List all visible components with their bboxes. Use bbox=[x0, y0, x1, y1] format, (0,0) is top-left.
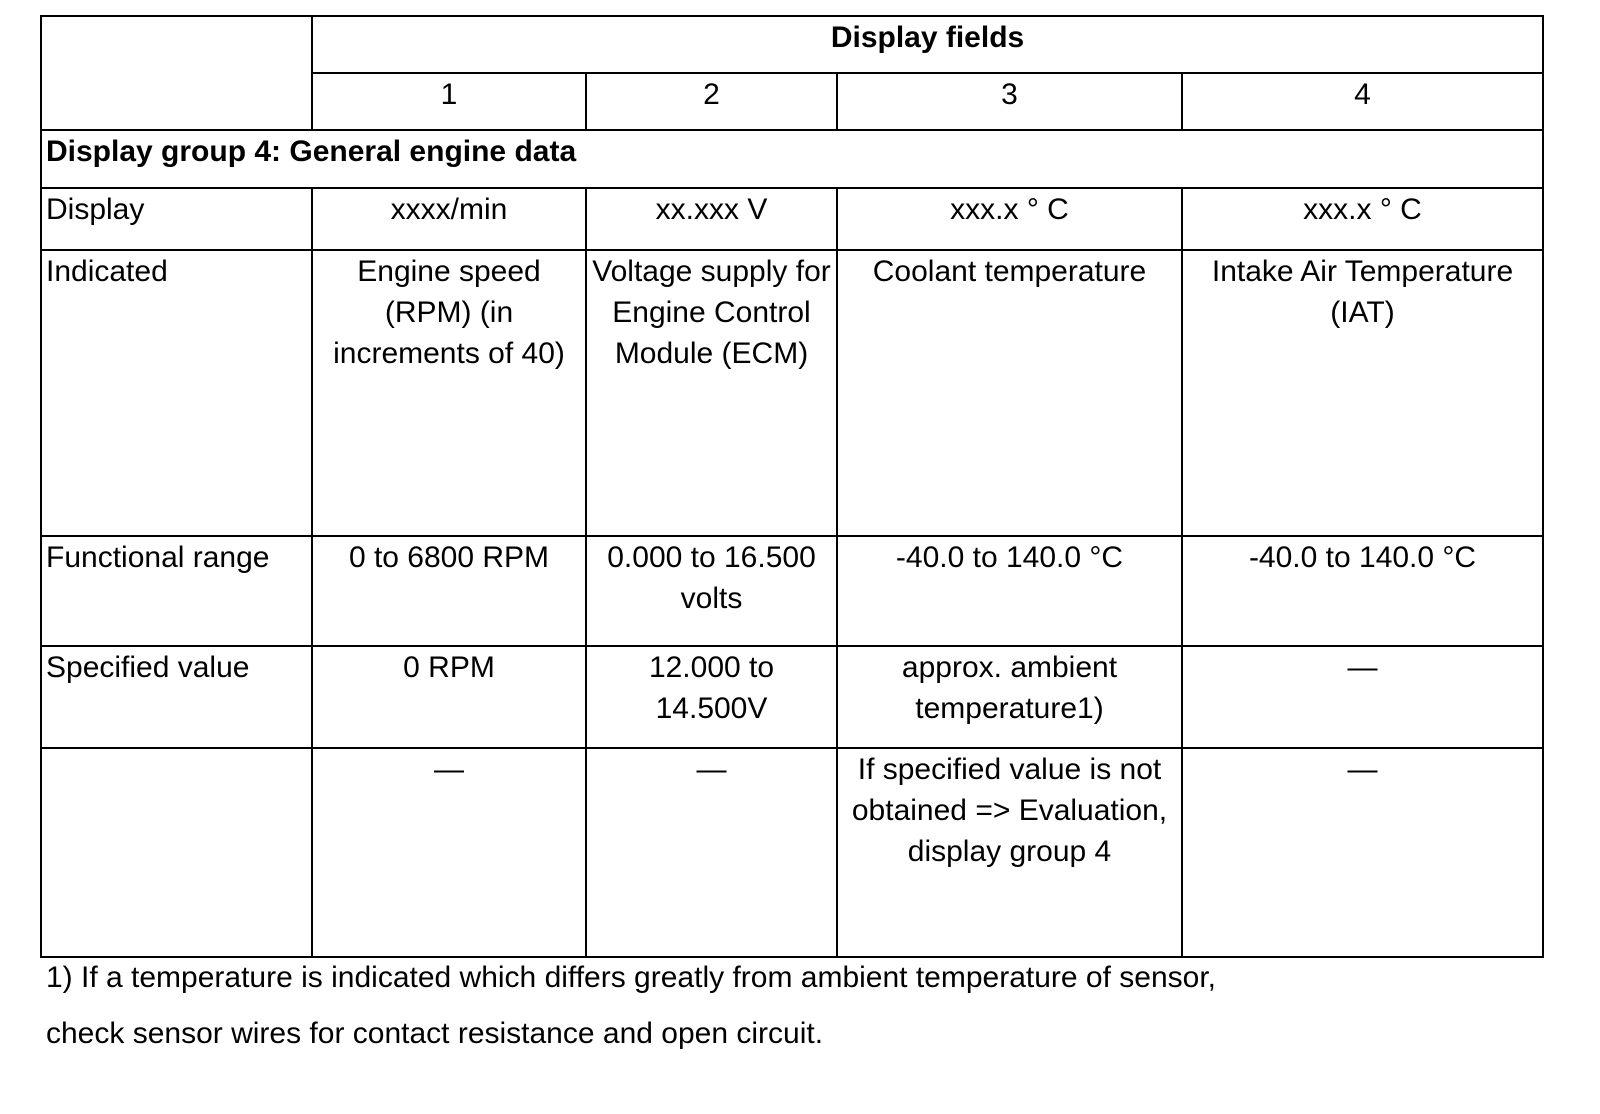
group-title-row bbox=[41, 130, 1543, 188]
header-row bbox=[41, 16, 1543, 73]
cell-indicated-4: Intake Air Temperature (IAT) bbox=[1182, 250, 1543, 536]
cell-display-3: xxx.x ° C bbox=[837, 188, 1182, 250]
cell-remarks-1: — bbox=[312, 748, 586, 957]
cell-specified-value-1: 0 RPM bbox=[312, 646, 586, 748]
display-group-title: Display group 4: General engine data bbox=[41, 130, 1543, 188]
table-row-functional-range bbox=[41, 536, 1543, 646]
cell-indicated-2: Voltage supply for Engine Control Module (ECM) bbox=[586, 250, 837, 536]
cell-remarks-2: — bbox=[586, 748, 837, 957]
footnote-line-1: 1) If a temperature is indicated which differs greatly from ambient temperature of sensor, bbox=[46, 961, 1216, 994]
cell-functional-range-1: 0 to 6800 RPM bbox=[312, 536, 586, 646]
cell-functional-range-2: 0.000 to 16.500 volts bbox=[586, 536, 837, 646]
cell-display-4: xxx.x ° C bbox=[1182, 188, 1543, 250]
display-fields-header: Display fields bbox=[312, 16, 1543, 73]
row-label-specified-value: Specified value bbox=[41, 646, 312, 748]
cell-functional-range-4: -40.0 to 140.0 °C bbox=[1182, 536, 1543, 646]
table-row-specified-value bbox=[41, 646, 1543, 748]
cell-specified-value-2: 12.000 to 14.500V bbox=[586, 646, 837, 748]
cell-specified-value-4: — bbox=[1182, 646, 1543, 748]
row-label-indicated: Indicated bbox=[41, 250, 312, 536]
field-number-3: 3 bbox=[837, 73, 1182, 130]
cell-remarks-3: If specified value is not obtained => Evaluation, display group 4 bbox=[837, 748, 1182, 957]
row-label-display: Display bbox=[41, 188, 312, 250]
cell-remarks-4: — bbox=[1182, 748, 1543, 957]
footnote-line-2: check sensor wires for contact resistance and open circuit. bbox=[46, 1017, 824, 1050]
row-label-functional-range: Functional range bbox=[41, 536, 312, 646]
cell-display-2: xx.xxx V bbox=[586, 188, 837, 250]
header-corner-cell bbox=[41, 16, 312, 130]
cell-indicated-3: Coolant temperature bbox=[837, 250, 1182, 536]
cell-specified-value-3: approx. ambient temperature1) bbox=[837, 646, 1182, 748]
cell-display-1: xxxx/min bbox=[312, 188, 586, 250]
table-row-display bbox=[41, 188, 1543, 250]
field-number-4: 4 bbox=[1182, 73, 1543, 130]
table-row-remarks bbox=[41, 748, 1543, 957]
cell-functional-range-3: -40.0 to 140.0 °C bbox=[837, 536, 1182, 646]
display-group-table bbox=[40, 15, 1544, 958]
row-label-remarks bbox=[41, 748, 312, 957]
field-number-1: 1 bbox=[312, 73, 586, 130]
table-row-indicated bbox=[41, 250, 1543, 536]
cell-indicated-1: Engine speed (RPM) (in increments of 40) bbox=[312, 250, 586, 536]
field-number-2: 2 bbox=[586, 73, 837, 130]
